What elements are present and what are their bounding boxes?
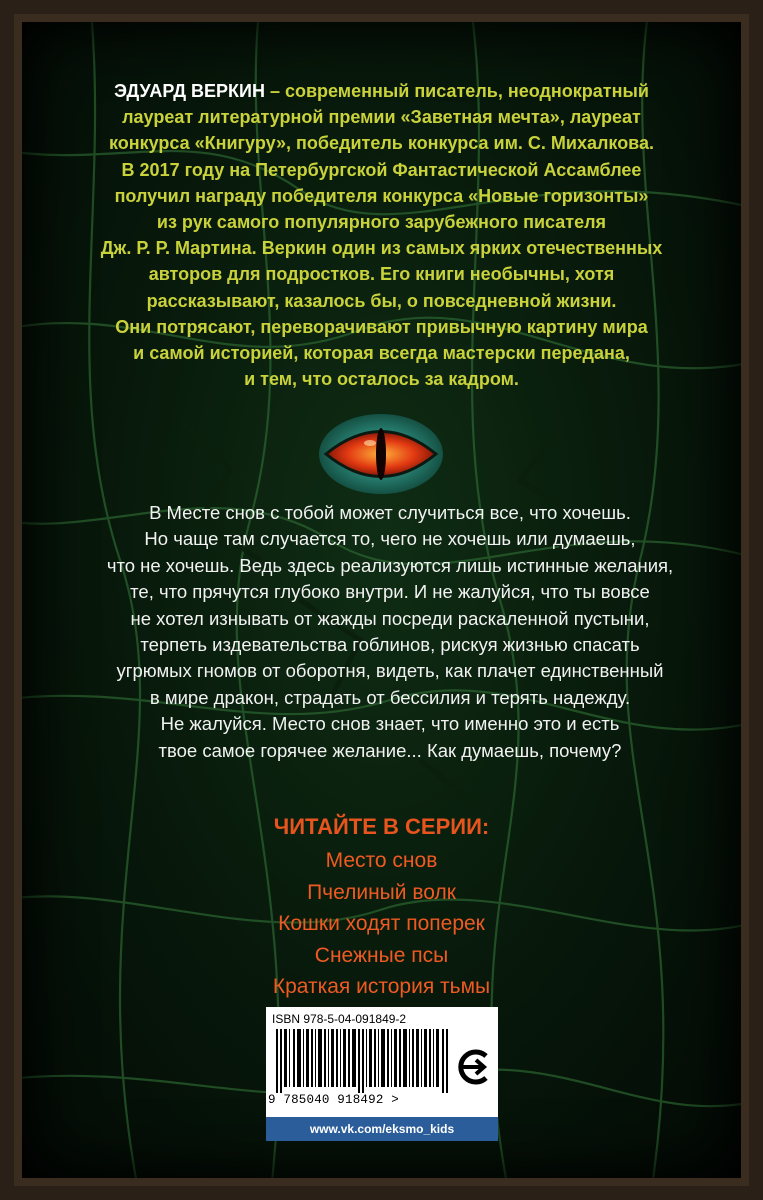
blurb-line: В Месте снов с тобой может случиться все, что хочешь. (149, 502, 631, 523)
bio-line: рассказывают, казалось бы, о повседневной жизни. (146, 290, 617, 311)
book-blurb (60, 500, 720, 764)
bio-line: авторов для подростков. Его книги необычны, хотя (148, 264, 615, 285)
bio-line: лауреат литературной премии «Заветная мечта», лауреат (122, 107, 641, 128)
series-book-title: Пчелиный волк (307, 880, 456, 904)
author-name: ЭДУАРД ВЕРКИН (114, 81, 265, 101)
isbn-barcode-panel (266, 1007, 498, 1141)
eksmo-logo-icon (456, 1047, 492, 1087)
barcode-digits: 9 785040 918492 > (268, 1093, 399, 1107)
blurb-line: те, что прячутся глубоко внутри. И не жалуйся, что ты вовсе (130, 581, 650, 603)
bio-line: Дж. Р. Р. Мартина. Веркин один из самых ярких отечественных (100, 238, 663, 259)
blurb-line: Но чаще там случается то, чего не хочешь или думаешь, (144, 528, 636, 550)
barcode-icon (276, 1029, 451, 1093)
series-book-title: Кошки ходят поперек (278, 912, 485, 935)
series-list (0, 845, 763, 1003)
series-book-title: Снежные псы (314, 943, 449, 967)
series-book-title: Место снов (325, 849, 438, 872)
bio-line: В 2017 году на Петербургской Фантастической Ассамблее (121, 159, 642, 180)
vk-url: www.vk.com/eksmo_kids (266, 1117, 498, 1141)
series-heading: ЧИТАЙТЕ В СЕРИИ: (273, 814, 490, 839)
bio-line: получил награду победителя конкурса «Новые горизонты» (114, 185, 649, 206)
isbn-label: ISBN 978-5-04-091849-2 (272, 1012, 407, 1026)
blurb-line: в мире дракон, страдать от бессилия и терять надежду. (149, 686, 631, 708)
dragon-eye-icon (318, 413, 444, 495)
bio-line: и самой историей, которая всегда мастерски передана, (133, 343, 630, 364)
blurb-line: твое самое горячее желание... Как думаешь, почему? (158, 739, 622, 761)
bio-line: и тем, что осталось за кадром. (244, 369, 519, 390)
bio-line: – современный писатель, неоднократный (264, 81, 649, 101)
author-bio (40, 78, 723, 392)
bio-line: из рук самого популярного зарубежного писателя (156, 212, 607, 233)
blurb-line: не хотел изнывать от жажды посреди раскаленной пустыни, (130, 607, 650, 629)
blurb-line: Не жалуйся. Место снов знает, что именно это и есть (160, 713, 620, 735)
bio-line: конкурса «Книгуру», победитель конкурса им. С. Михалкова. (108, 133, 655, 154)
blurb-line: что не хочешь. Ведь здесь реализуются лишь истинные желания, (106, 554, 674, 576)
series-book-title: Краткая история тьмы (272, 975, 491, 998)
blurb-line: терпеть издевательства гоблинов, рискуя жизнью спасать (140, 634, 640, 656)
bio-line: Они потрясают, переворачивают привычную картину мира (115, 316, 648, 337)
blurb-line: угрюмых гномов от оборотня, видеть, как плачет единственный (116, 660, 664, 682)
